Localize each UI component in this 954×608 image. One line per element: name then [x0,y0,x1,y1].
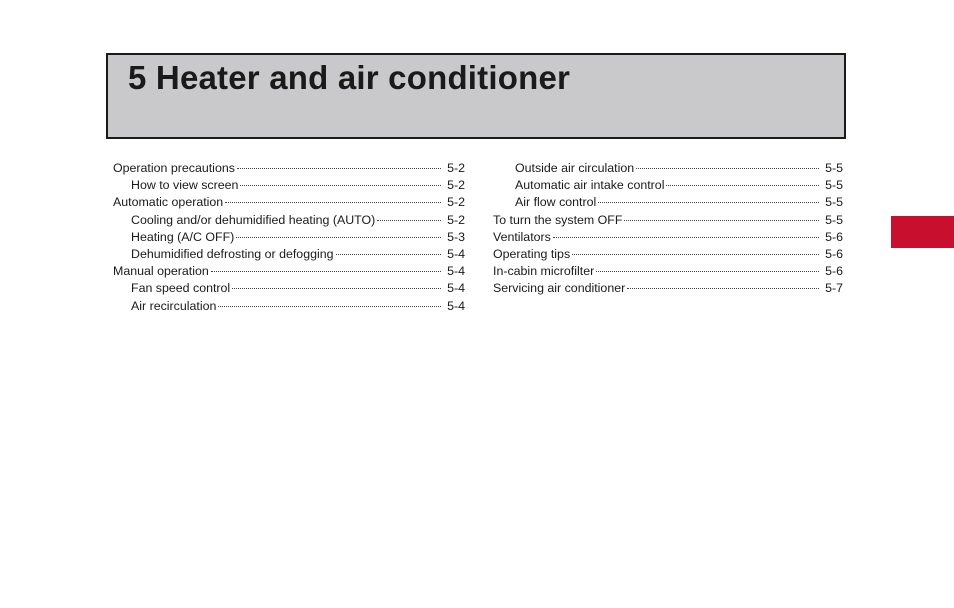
toc-entry-label: Air recirculation [131,298,217,313]
toc-entry[interactable] [113,212,465,229]
chapter-header [106,53,846,139]
toc-entry-page: 5-2 [447,195,465,210]
toc-entry-page: 5-5 [825,212,843,227]
chapter-tab-marker [891,216,954,248]
toc-entry-page: 5-4 [447,264,465,279]
toc-dot-leader [225,202,441,203]
toc-entry-label: Fan speed control [131,281,231,296]
toc-entry-label: Ventilators [493,229,551,244]
toc-entry-label: Automatic operation [113,195,224,210]
toc-entry[interactable] [113,280,465,297]
toc-dot-leader [636,168,819,169]
toc-entry[interactable] [493,177,843,194]
toc-entry-page: 5-4 [447,281,465,296]
toc-entry-label: Servicing air conditioner [493,281,626,296]
toc-entry-label: How to view screen [131,178,239,193]
toc-dot-leader [666,185,819,186]
toc-dot-leader [598,202,819,203]
toc-entry[interactable] [493,280,843,297]
toc-entry[interactable] [493,160,843,177]
toc-entry-page: 5-7 [825,281,843,296]
toc-dot-leader [596,271,819,272]
toc-column-left [113,160,465,315]
toc-dot-leader [377,220,441,221]
toc-entry-page: 5-2 [447,161,465,175]
toc-dot-leader [336,254,442,255]
toc-entry-page: 5-2 [447,212,465,227]
toc-entry-page: 5-5 [825,161,843,175]
toc-dot-leader [236,237,441,238]
toc-entry-page: 5-4 [447,298,465,313]
toc-entry-page: 5-5 [825,195,843,210]
toc-entry[interactable] [113,246,465,263]
toc-entry-page: 5-6 [825,264,843,279]
toc-entry-page: 5-6 [825,246,843,261]
chapter-title: 5 Heater and air conditioner [128,59,571,96]
toc-dot-leader [553,237,819,238]
toc-entry-page: 5-3 [447,229,465,244]
toc-entry[interactable] [113,177,465,194]
toc-entry-label: Automatic air intake control [515,178,665,193]
toc-entry-label: Outside air circulation [515,161,635,175]
toc-entry-page: 5-2 [447,178,465,193]
toc-entry-label: Air flow control [515,195,597,210]
toc-entry-label: In-cabin microfilter [493,264,595,279]
toc-entry[interactable] [493,263,843,280]
toc-column-right [493,160,843,298]
toc-entry-label: Cooling and/or dehumidified heating (AUTO) [131,212,376,227]
toc-dot-leader [572,254,819,255]
toc-dot-leader [240,185,441,186]
toc-entry[interactable] [493,194,843,211]
toc-dot-leader [624,220,819,221]
toc-entry[interactable] [113,263,465,280]
toc-entry[interactable] [493,246,843,263]
toc-entry[interactable] [493,212,843,229]
toc-dot-leader [211,271,441,272]
toc-entry[interactable] [113,298,465,315]
toc-entry[interactable] [113,160,465,177]
toc-dot-leader [237,168,441,169]
toc-entry-page: 5-5 [825,178,843,193]
toc-entry-label: Operation precautions [113,161,235,175]
toc-entry-label: To turn the system OFF [493,212,623,227]
toc-entry[interactable] [493,229,843,246]
toc-entry-label: Dehumidified defrosting or defogging [131,246,334,261]
toc-entry-label: Manual operation [113,264,209,279]
toc-entry-page: 5-4 [447,246,465,261]
toc-entry-label: Operating tips [493,246,571,261]
toc-entry-label: Heating (A/C OFF) [131,229,235,244]
toc-entry-page: 5-6 [825,229,843,244]
toc-dot-leader [627,288,819,289]
toc-entry[interactable] [113,229,465,246]
toc-dot-leader [232,288,441,289]
toc-dot-leader [218,306,441,307]
toc-entry[interactable] [113,194,465,211]
